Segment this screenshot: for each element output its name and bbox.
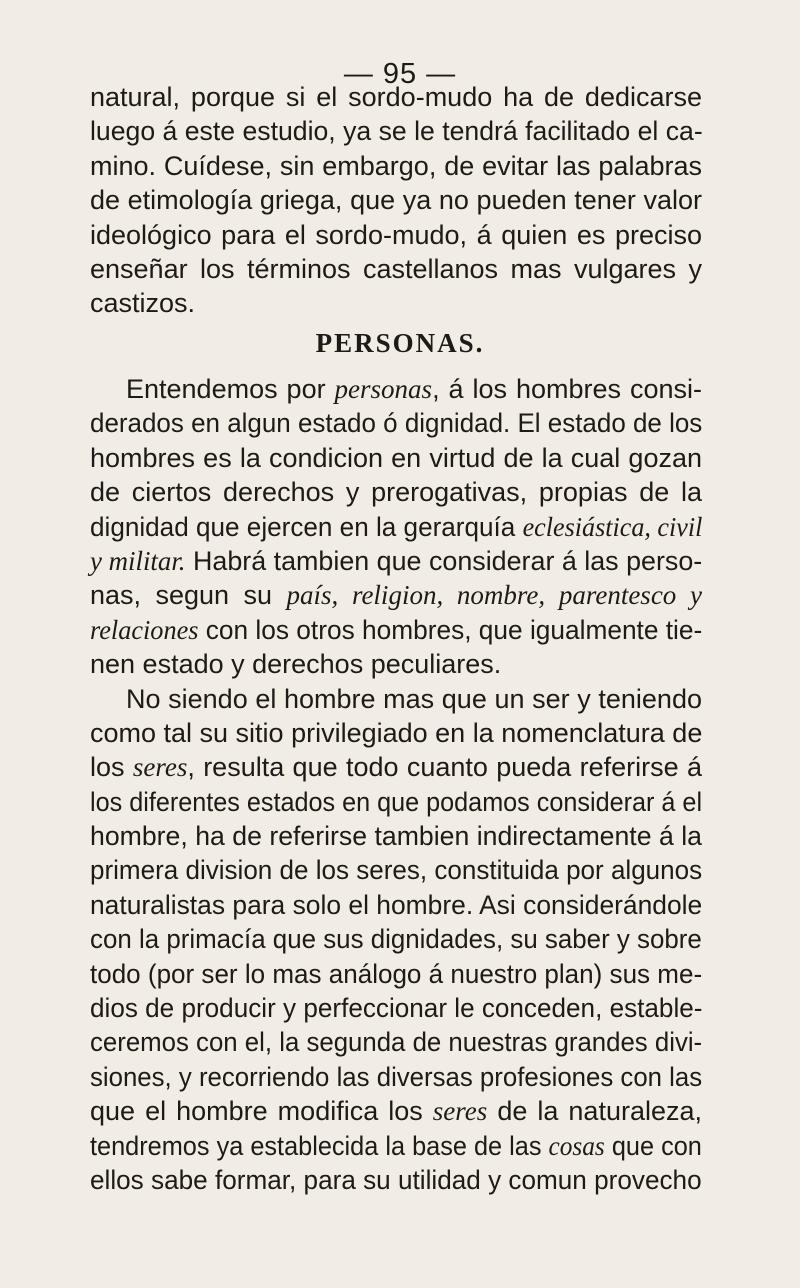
text-run: dignidad que ejercen en la gerarquía: [90, 511, 523, 542]
text-line: [90, 785, 702, 819]
text-line: [90, 286, 702, 320]
italic-run: relaciones: [90, 614, 199, 645]
text-line: [90, 750, 702, 784]
text-run: que el hombre modifica los: [90, 1096, 433, 1127]
text-run: Entendemos por: [126, 374, 335, 404]
text-run: que con: [604, 1130, 702, 1161]
text-run: luego á este estudio, ya se le tendrá facilitado el ca-: [90, 116, 703, 147]
text-line: [90, 1129, 702, 1163]
text-line: [90, 922, 702, 956]
text-line: [90, 613, 702, 647]
text-run: No siendo el hombre mas que un ser y teniendo: [126, 683, 702, 714]
text-line: [90, 183, 702, 217]
text-run: nas, segun su: [90, 580, 287, 611]
text-run: hombres es la condicion en virtud de la cual gozan: [90, 442, 702, 473]
text-run: de etimología griega, que ya no pueden tener valor: [90, 185, 702, 216]
text-line: [90, 441, 702, 475]
text-line: [90, 957, 702, 991]
text-line: [90, 510, 702, 544]
text-run: con la primacía que sus dignidades, su saber y sobre: [90, 924, 702, 955]
text-line: [90, 991, 702, 1025]
text-line: [90, 406, 702, 440]
text-run: primera division de los seres, constituida por algunos: [90, 855, 703, 886]
text-line: [90, 252, 702, 286]
text-run: hombre, ha de referirse tambien indirectamente á la: [90, 821, 702, 852]
text-line: [90, 475, 702, 509]
text-line: [90, 372, 702, 406]
text-run: los: [90, 752, 133, 783]
text-run: Habrá tambien que considerar á las perso-: [185, 545, 703, 576]
italic-run: eclesiástica, civil: [522, 511, 703, 542]
text-run: castizos.: [90, 288, 196, 319]
text-run: todo (por ser lo mas análogo á nuestro plan) sus me-: [90, 958, 703, 989]
text-line: [90, 888, 702, 922]
text-line: [90, 544, 702, 578]
text-run: , á los hombres consi-: [432, 374, 703, 404]
text-run: enseñar los términos castellanos mas vulgares y: [90, 253, 702, 284]
text-run: dios de producir y perfeccionar le conceden, estable-: [90, 993, 703, 1024]
paragraph-continuation: [90, 80, 702, 321]
text-run: ceremos con el, la segunda de nuestras grandes divi-: [90, 1027, 703, 1058]
text-line: [90, 853, 702, 887]
text-line: [90, 1094, 702, 1128]
text-run: nen estado y derechos peculiares.: [90, 649, 502, 680]
text-run: siones, y recorriendo las diversas profesiones con las: [90, 1061, 703, 1092]
text-line: [90, 1060, 702, 1094]
text-line: [90, 80, 702, 114]
text-run: mino. Cuídese, sin embargo, de evitar las palabras: [90, 150, 702, 181]
text-line: [90, 578, 702, 612]
text-line: [90, 1163, 702, 1197]
text-run: naturalistas para solo el hombre. Asi considerándole: [90, 889, 703, 920]
text-run: , resulta que todo cuanto pueda referirse á: [187, 752, 702, 783]
italic-run: cosas: [548, 1130, 605, 1161]
italic-run: personas: [334, 374, 433, 404]
text-line: [90, 819, 702, 853]
text-run: tendremos ya establecida la base de las: [90, 1130, 549, 1161]
text-run: ideológico para el sordo-mudo, á quien es preciso: [90, 219, 702, 250]
text-run: ellos sabe formar, para su utilidad y comun provecho: [90, 1164, 702, 1195]
section-body: [90, 372, 702, 1197]
text-line: [90, 716, 702, 750]
text-line: [90, 682, 702, 716]
text-run: con los otros hombres, que igualmente tie-: [198, 614, 703, 645]
italic-run: seres: [132, 752, 188, 783]
text-run: derados en algun estado ó dignidad. El estado de los: [90, 408, 703, 439]
text-line: [90, 114, 702, 148]
text-run: natural, porque si el sordo-mudo ha de dedicarse: [90, 82, 702, 112]
text-line: [90, 647, 702, 681]
italic-run: y militar.: [90, 545, 186, 576]
text-line: [90, 1025, 702, 1059]
text-run: los diferentes estados en que podamos considerar á el: [90, 786, 703, 817]
text-run: de la naturaleza,: [487, 1096, 703, 1127]
page-number: — 95 —: [343, 58, 457, 90]
italic-run: seres: [432, 1096, 488, 1127]
section-heading: PERSONAS.: [315, 328, 485, 358]
text-run: de ciertos derechos y prerogativas, propias de la: [90, 477, 702, 508]
text-line: [90, 218, 702, 252]
italic-run: país, religion, nombre, parentesco y: [286, 580, 702, 611]
text-run: como tal su sitio privilegiado en la nomenclatura de: [90, 717, 703, 748]
text-line: [90, 149, 702, 183]
